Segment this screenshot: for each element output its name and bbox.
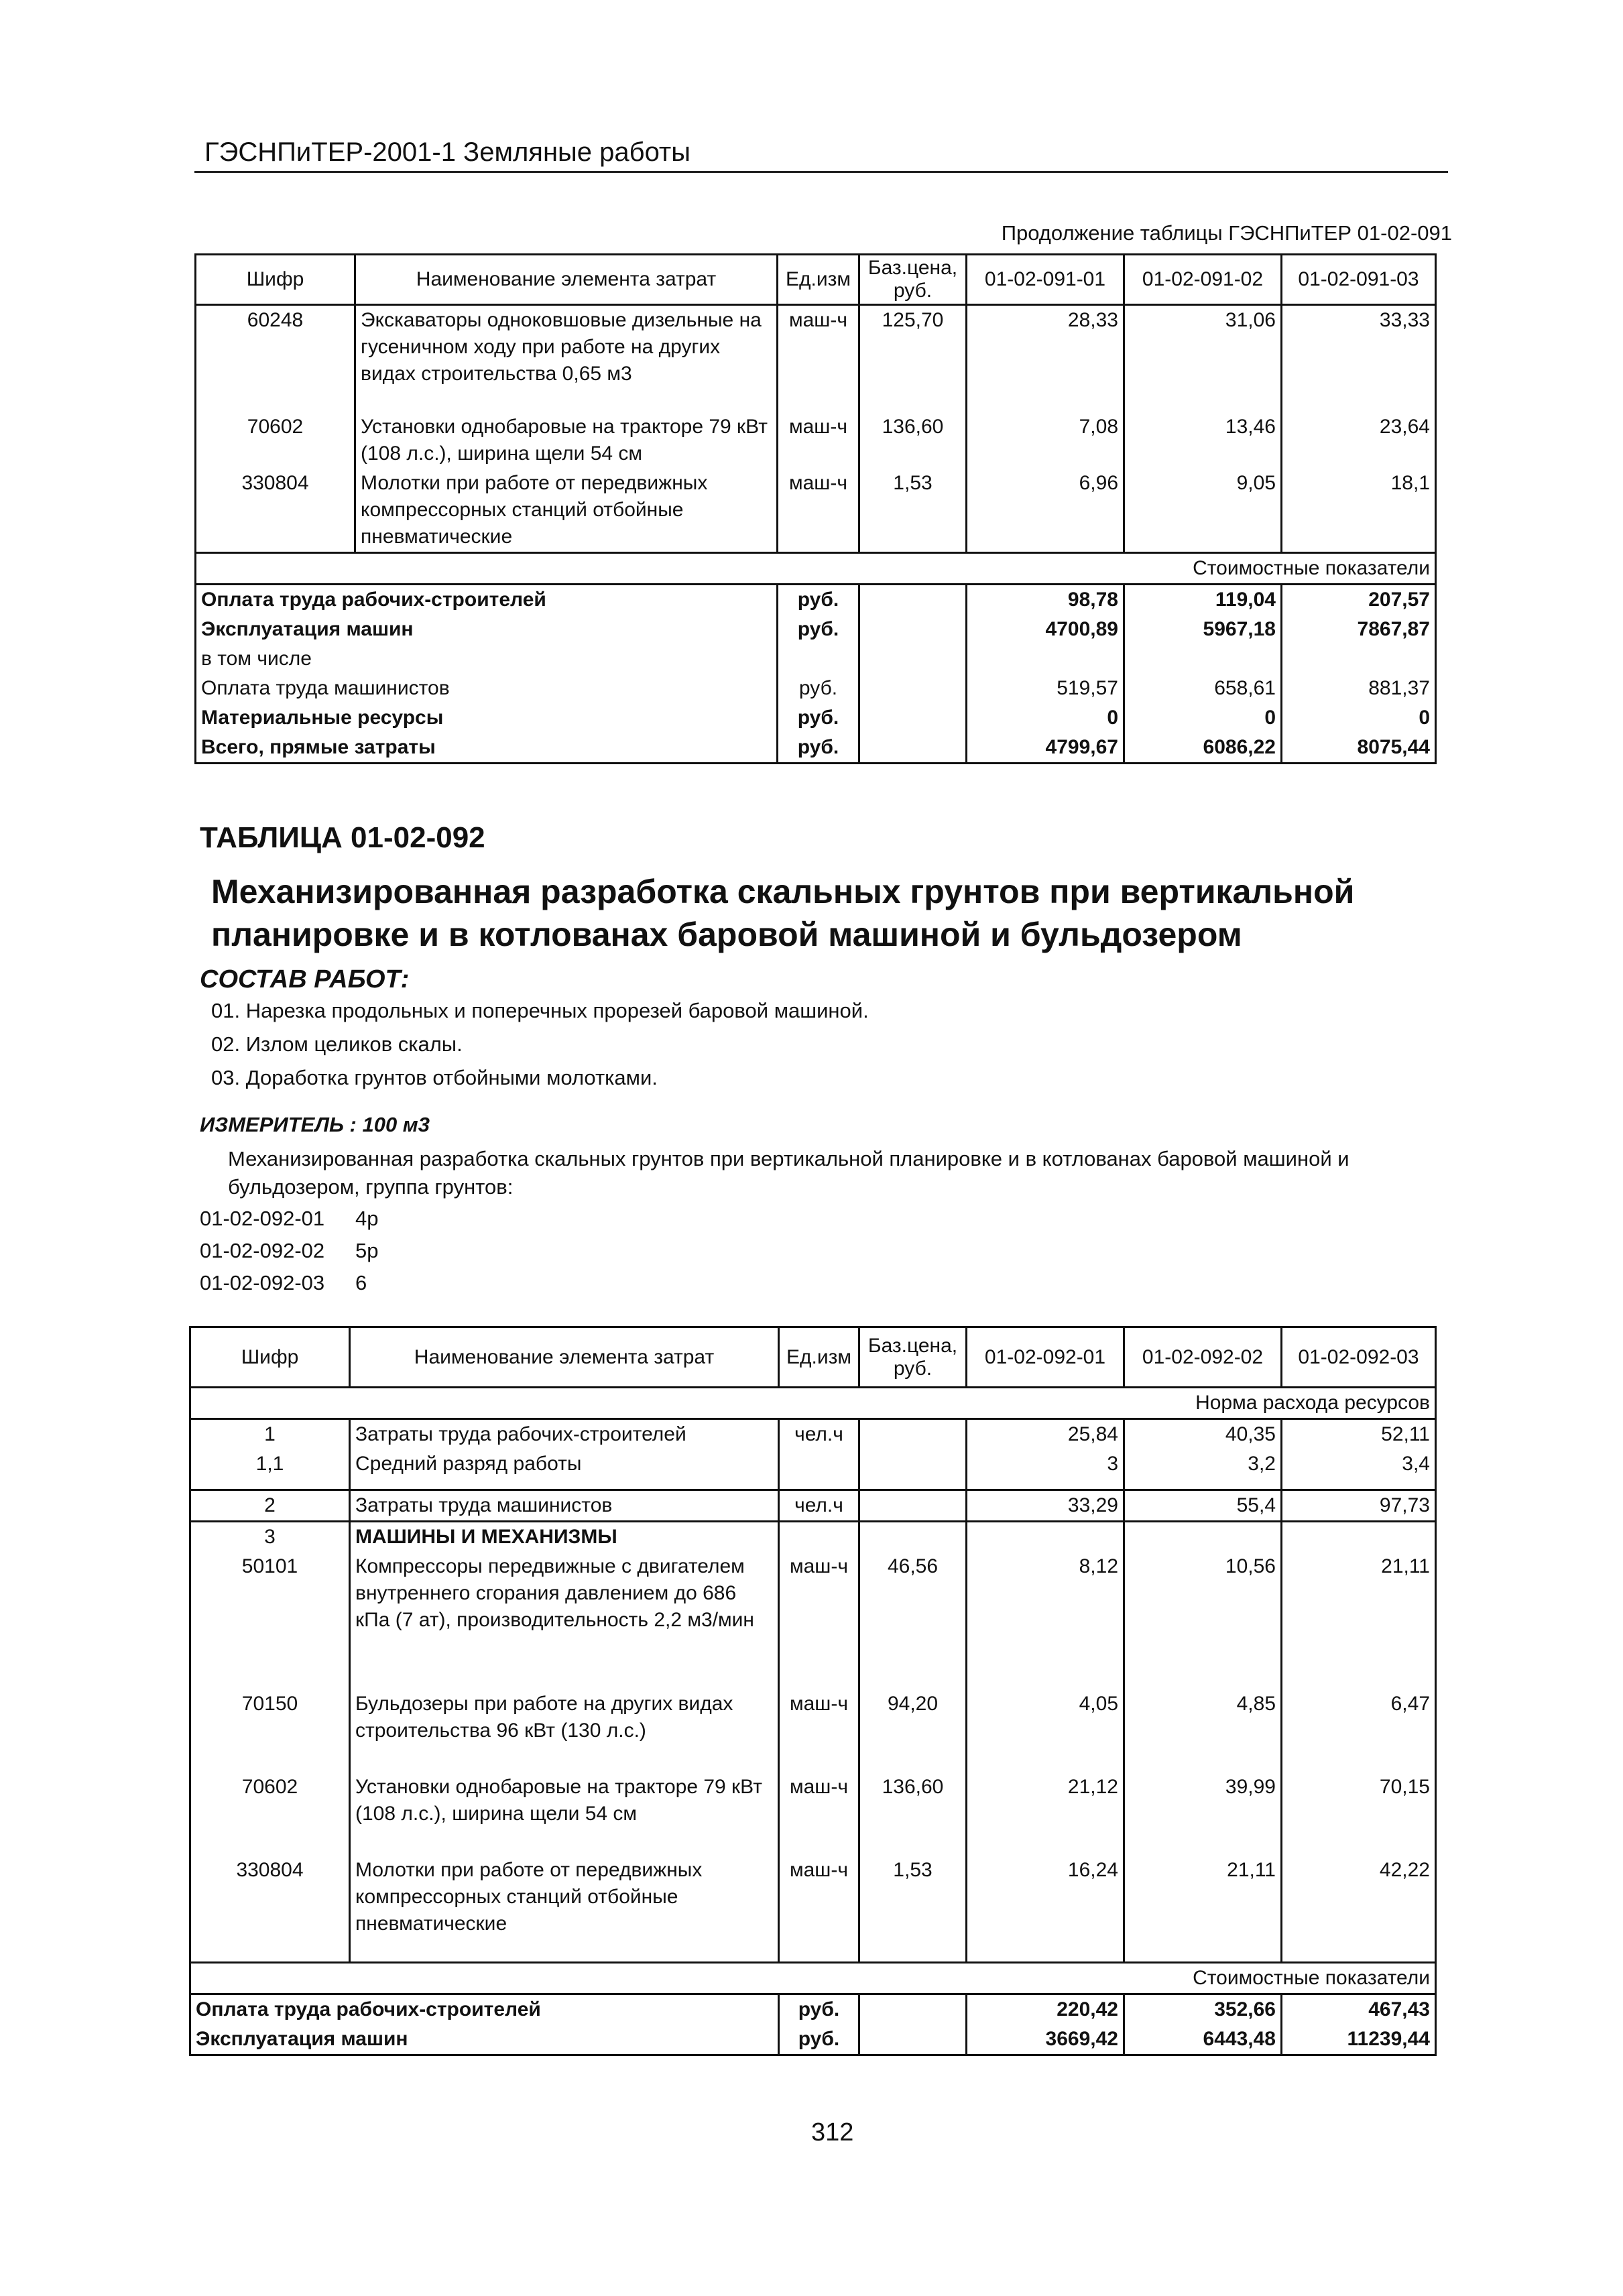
cost-name: Всего, прямые затраты	[196, 733, 778, 764]
cost-row	[190, 1994, 1436, 2025]
row-value-1: 25,84	[967, 1419, 1124, 1450]
row-unit: маш-ч	[779, 1772, 859, 1856]
row-value-2: 21,11	[1124, 1856, 1282, 1963]
cost-unit: руб.	[778, 615, 859, 644]
col-c2-header: 01-02-091-02	[1124, 255, 1282, 305]
cost-value-2: 352,66	[1124, 1994, 1282, 2025]
cost-unit: руб.	[778, 703, 859, 733]
table1	[194, 253, 1437, 764]
table-row	[196, 412, 1436, 469]
row-name: Бульдозеры при работе на других видах строительства 96 кВт (130 л.с.)	[350, 1689, 779, 1772]
cost-value-3: 0	[1282, 703, 1436, 733]
row-name: Молотки при работе от передвижных компрессорных станций отбойные пневматические	[355, 469, 778, 553]
cost-value-3: 207,57	[1282, 585, 1436, 615]
row-price: 136,60	[859, 1772, 967, 1856]
row-value-3: 42,22	[1282, 1856, 1436, 1963]
row-price: 1,53	[859, 1856, 967, 1963]
group-value: 4р	[355, 1207, 379, 1230]
table-row	[190, 1856, 1436, 1963]
row-unit: маш-ч	[778, 305, 859, 412]
table2	[189, 1326, 1437, 2056]
row-value-2: 4,85	[1124, 1689, 1282, 1772]
row-value-3	[1282, 1521, 1436, 1552]
cost-value-3	[1282, 644, 1436, 674]
cost-name: Материальные ресурсы	[196, 703, 778, 733]
row-code: 330804	[196, 469, 355, 553]
operation-item: 03. Доработка грунтов отбойными молотками.	[211, 1066, 658, 1089]
cost-unit: руб.	[779, 2025, 859, 2055]
row-name: Установки однобаровые на тракторе 79 кВт (108 л.с.), ширина щели 54 см	[355, 412, 778, 469]
cost-value-1	[967, 644, 1124, 674]
table-row	[196, 305, 1436, 412]
row-price	[859, 1449, 967, 1490]
row-price: 136,60	[859, 412, 967, 469]
cost-value-3: 7867,87	[1282, 615, 1436, 644]
cost-unit: руб.	[778, 674, 859, 703]
row-price: 1,53	[859, 469, 967, 553]
row-value-3: 70,15	[1282, 1772, 1436, 1856]
row-unit: чел.ч	[779, 1490, 859, 1521]
cost-value-2: 5967,18	[1124, 615, 1282, 644]
cost-unit: руб.	[779, 1994, 859, 2025]
row-value-2	[1124, 1521, 1282, 1552]
page-number: 312	[811, 2118, 854, 2147]
row-value-2: 40,35	[1124, 1419, 1282, 1450]
table1-continuation-caption: Продолжение таблицы ГЭСНПиТЕР 01-02-091	[1001, 221, 1452, 245]
col-c2-header: 01-02-092-02	[1124, 1327, 1282, 1388]
row-value-1: 28,33	[967, 305, 1124, 412]
cost-value-3: 11239,44	[1282, 2025, 1436, 2055]
cost-value-2: 6086,22	[1124, 733, 1282, 764]
col-c3-header: 01-02-091-03	[1282, 255, 1436, 305]
cost-unit: руб.	[778, 733, 859, 764]
operation-item: 01. Нарезка продольных и поперечных прорезей баровой машиной.	[211, 999, 869, 1022]
cost-name: Эксплуатация машин	[190, 2025, 779, 2055]
table-row	[190, 1490, 1436, 1521]
row-value-2: 9,05	[1124, 469, 1282, 553]
table2-header-row	[190, 1327, 1436, 1388]
table-row	[196, 469, 1436, 553]
cost-value-3: 8075,44	[1282, 733, 1436, 764]
row-value-1: 3	[967, 1449, 1124, 1490]
cost-name: Оплата труда машинистов	[196, 674, 778, 703]
row-name: Компрессоры передвижные с двигателем внутреннего сгорания давлением до 686 кПа (7 ат), производительность 2,2 м3/мин	[350, 1552, 779, 1689]
row-value-1: 7,08	[967, 412, 1124, 469]
row-value-3: 21,11	[1282, 1552, 1436, 1689]
cost-unit: руб.	[778, 585, 859, 615]
row-value-3: 3,4	[1282, 1449, 1436, 1490]
col-unit-header: Ед.изм	[778, 255, 859, 305]
group-code: 01-02-092-02	[200, 1239, 325, 1262]
operation-item: 02. Излом целиков скалы.	[211, 1032, 463, 1056]
row-value-2: 31,06	[1124, 305, 1282, 412]
page-header-title: ГЭСНПиТЕР-2001-1 Земляные работы	[204, 137, 690, 167]
row-code: 2	[190, 1490, 350, 1521]
cost-unit	[778, 644, 859, 674]
table-row	[190, 1521, 1436, 1552]
row-value-1	[967, 1521, 1124, 1552]
row-price	[859, 1419, 967, 1450]
col-c1-header: 01-02-092-01	[967, 1327, 1124, 1388]
cost-row	[196, 585, 1436, 615]
row-name: Затраты труда машинистов	[350, 1490, 779, 1521]
cost-value-2	[1124, 644, 1282, 674]
work-composition-label: СОСТАВ РАБОТ:	[200, 965, 410, 993]
row-name: Затраты труда рабочих-строителей	[350, 1419, 779, 1450]
cost-value-1: 4700,89	[967, 615, 1124, 644]
group-code: 01-02-092-03	[200, 1271, 325, 1294]
group-code: 01-02-092-01	[200, 1207, 325, 1230]
section-subtitle: Механизированная разработка скальных грунтов при вертикальной планировке и в котлованах баровой машиной и бульдозером	[211, 873, 1355, 953]
row-value-3: 23,64	[1282, 412, 1436, 469]
row-name: Экскаваторы одноковшовые дизельные на гусеничном ходу при работе на других видах строительства 0,65 м3	[355, 305, 778, 412]
cost-value-1: 98,78	[967, 585, 1124, 615]
row-value-1: 21,12	[967, 1772, 1124, 1856]
cost-name: в том числе	[196, 644, 778, 674]
row-value-1: 16,24	[967, 1856, 1124, 1963]
cost-value-3: 467,43	[1282, 1994, 1436, 2025]
header-divider	[194, 171, 1448, 173]
row-code: 1,1	[190, 1449, 350, 1490]
norm-section-label: Норма расхода ресурсов	[967, 1388, 1436, 1419]
cost-name: Оплата труда рабочих-строителей	[190, 1994, 779, 2025]
cost-row	[196, 733, 1436, 764]
cost-label-row	[190, 1963, 1436, 1994]
row-code: 70602	[196, 412, 355, 469]
row-code: 50101	[190, 1552, 350, 1689]
cost-name: Оплата труда рабочих-строителей	[196, 585, 778, 615]
row-value-1: 4,05	[967, 1689, 1124, 1772]
row-value-3: 52,11	[1282, 1419, 1436, 1450]
col-c3-header: 01-02-092-03	[1282, 1327, 1436, 1388]
table-row	[190, 1552, 1436, 1689]
cost-value-1: 3669,42	[967, 2025, 1124, 2055]
row-unit	[779, 1449, 859, 1490]
cost-row	[196, 703, 1436, 733]
row-code: 60248	[196, 305, 355, 412]
cost-value-1: 4799,67	[967, 733, 1124, 764]
cost-value-1: 220,42	[967, 1994, 1124, 2025]
row-value-1: 33,29	[967, 1490, 1124, 1521]
col-unit-header: Ед.изм	[779, 1327, 859, 1388]
col-price-header: Баз.цена, руб.	[859, 255, 967, 305]
row-code: 1	[190, 1419, 350, 1450]
row-price: 94,20	[859, 1689, 967, 1772]
cost-row	[196, 615, 1436, 644]
row-value-3: 33,33	[1282, 305, 1436, 412]
row-value-1: 8,12	[967, 1552, 1124, 1689]
table-row	[190, 1419, 1436, 1450]
section-title: ТАБЛИЦА 01-02-092	[200, 821, 485, 854]
cost-name: Эксплуатация машин	[196, 615, 778, 644]
norm-label-row	[190, 1388, 1436, 1419]
col-name-header: Наименование элемента затрат	[350, 1327, 779, 1388]
cost-label-row	[196, 553, 1436, 585]
row-value-1: 6,96	[967, 469, 1124, 553]
row-unit: маш-ч	[779, 1689, 859, 1772]
cost-row	[196, 644, 1436, 674]
row-value-2: 13,46	[1124, 412, 1282, 469]
row-name: Средний разряд работы	[350, 1449, 779, 1490]
table-row	[190, 1689, 1436, 1772]
row-code: 70150	[190, 1689, 350, 1772]
cost-value-1: 519,57	[967, 674, 1124, 703]
row-value-2: 3,2	[1124, 1449, 1282, 1490]
cost-section-label: Стоимостные показатели	[967, 1963, 1436, 1994]
row-price: 46,56	[859, 1552, 967, 1689]
row-value-3: 18,1	[1282, 469, 1436, 553]
row-value-2: 39,99	[1124, 1772, 1282, 1856]
table1-header-row	[196, 255, 1436, 305]
row-code: 3	[190, 1521, 350, 1552]
table-row	[190, 1449, 1436, 1490]
cost-row	[196, 674, 1436, 703]
measure-label: ИЗМЕРИТЕЛЬ : 100 м3	[200, 1113, 430, 1136]
col-code-header: Шифр	[196, 255, 355, 305]
col-c1-header: 01-02-091-01	[967, 255, 1124, 305]
cost-value-2: 119,04	[1124, 585, 1282, 615]
row-name: МАШИНЫ И МЕХАНИЗМЫ	[350, 1521, 779, 1552]
row-price	[859, 1521, 967, 1552]
row-value-2: 10,56	[1124, 1552, 1282, 1689]
cost-value-2: 658,61	[1124, 674, 1282, 703]
row-unit: маш-ч	[779, 1856, 859, 1963]
cost-section-label: Стоимостные показатели	[967, 553, 1436, 585]
cost-value-2: 0	[1124, 703, 1282, 733]
row-name: Молотки при работе от передвижных компрессорных станций отбойные пневматические	[350, 1856, 779, 1963]
group-value: 6	[355, 1271, 367, 1294]
row-unit: маш-ч	[778, 469, 859, 553]
col-name-header: Наименование элемента затрат	[355, 255, 778, 305]
cost-row	[190, 2025, 1436, 2055]
section-description: Механизированная разработка скальных грунтов при вертикальной планировке и в котлованах баровой машиной и бульдозером, группа грунтов:	[228, 1147, 1349, 1199]
row-price	[859, 1490, 967, 1521]
row-value-3: 6,47	[1282, 1689, 1436, 1772]
row-unit: чел.ч	[779, 1419, 859, 1450]
cost-value-2: 6443,48	[1124, 2025, 1282, 2055]
row-code: 330804	[190, 1856, 350, 1963]
col-price-header: Баз.цена, руб.	[859, 1327, 967, 1388]
row-unit: маш-ч	[779, 1552, 859, 1689]
row-value-3: 97,73	[1282, 1490, 1436, 1521]
row-name: Установки однобаровые на тракторе 79 кВт (108 л.с.), ширина щели 54 см	[350, 1772, 779, 1856]
row-unit	[779, 1521, 859, 1552]
row-price: 125,70	[859, 305, 967, 412]
cost-value-1: 0	[967, 703, 1124, 733]
col-code-header: Шифр	[190, 1327, 350, 1388]
table-row	[190, 1772, 1436, 1856]
row-unit: маш-ч	[778, 412, 859, 469]
group-value: 5р	[355, 1239, 379, 1262]
cost-value-3: 881,37	[1282, 674, 1436, 703]
row-code: 70602	[190, 1772, 350, 1856]
row-value-2: 55,4	[1124, 1490, 1282, 1521]
